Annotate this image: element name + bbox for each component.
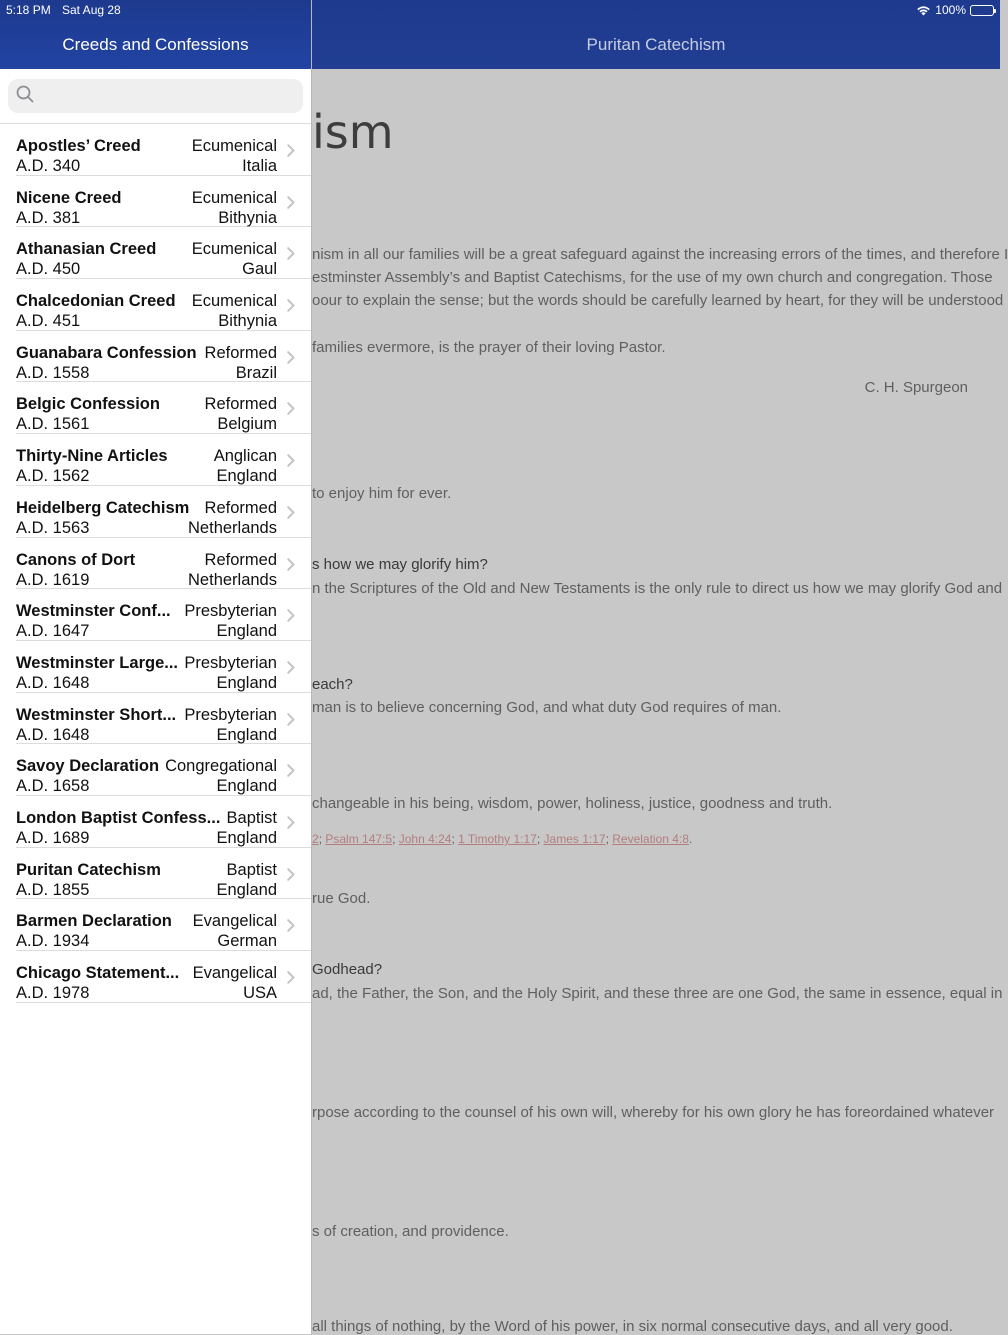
chevron-right-icon xyxy=(287,299,295,317)
item-title: Apostles’ Creed xyxy=(16,137,141,155)
item-title: Westminster Short... xyxy=(16,705,177,724)
item-year: A.D. 1978 xyxy=(16,984,90,1002)
list-item[interactable] xyxy=(16,796,311,848)
question-line: s how we may glorify him? xyxy=(312,556,488,573)
item-tradition: Ecumenical xyxy=(191,188,277,207)
item-title: Thirty-Nine Articles xyxy=(16,447,168,466)
chevron-right-icon xyxy=(287,454,295,472)
list-item[interactable] xyxy=(16,331,311,383)
item-tradition: Reformed xyxy=(204,395,277,414)
list-item[interactable] xyxy=(16,589,311,641)
scripture-link[interactable]: Revelation 4:8 xyxy=(612,832,689,846)
status-bar xyxy=(0,0,1000,20)
battery-icon xyxy=(970,5,994,16)
question-line: each? xyxy=(312,676,353,693)
list-item[interactable] xyxy=(16,227,311,279)
item-region: Italia xyxy=(242,157,277,175)
list-item[interactable] xyxy=(16,641,311,693)
intro-line: families evermore, is the prayer of their loving Pastor. xyxy=(312,339,666,356)
item-year: A.D. 1855 xyxy=(16,880,90,899)
intro-line: estminster Assembly’s and Baptist Catechisms, for the use of my own church and congregation. Those xyxy=(312,269,993,286)
chevron-right-icon xyxy=(287,919,295,937)
question-line: Godhead? xyxy=(312,961,383,978)
scripture-references: 2; Psalm 147:5; John 4:24; 1 Timothy 1:17; James 1:17; Revelation 4:8. xyxy=(312,832,693,846)
sidebar xyxy=(0,0,312,1334)
chevron-right-icon xyxy=(287,816,295,834)
status-date: Sat Aug 28 xyxy=(62,3,121,17)
item-year: A.D. 1648 xyxy=(16,725,90,744)
wifi-icon xyxy=(916,5,931,16)
signature: C. H. Spurgeon xyxy=(864,379,968,396)
intro-line: nism in all our families will be a great safeguard against the increasing errors of the times, and therefore I xyxy=(312,246,1008,263)
list-item[interactable] xyxy=(16,176,311,228)
answer-line: ad, the Father, the Son, and the Holy Spirit, and these three are one God, the same in essence, equal in xyxy=(312,985,1003,1002)
chevron-right-icon xyxy=(287,402,295,420)
item-title: Chicago Statement... xyxy=(16,964,180,982)
item-region: England xyxy=(216,622,277,641)
item-tradition: Ecumenical xyxy=(191,137,277,155)
item-title: Puritan Catechism xyxy=(16,860,161,879)
list-item[interactable] xyxy=(16,951,311,1003)
item-region: England xyxy=(216,880,277,899)
list-item[interactable] xyxy=(16,848,311,900)
item-tradition: Ecumenical xyxy=(191,240,277,259)
item-title: Barmen Declaration xyxy=(16,912,172,931)
item-tradition: Congregational xyxy=(165,757,277,776)
chevron-right-icon xyxy=(287,661,295,679)
answer-line: s of creation, and providence. xyxy=(312,1223,509,1240)
list-item[interactable] xyxy=(16,486,311,538)
item-tradition: Ecumenical xyxy=(191,292,277,311)
item-region: Gaul xyxy=(242,260,277,279)
item-region: England xyxy=(216,828,277,847)
item-region: German xyxy=(217,932,277,951)
item-tradition: Presbyterian xyxy=(184,705,277,724)
chevron-right-icon xyxy=(287,609,295,627)
answer-line: to enjoy him for ever. xyxy=(312,485,452,502)
item-year: A.D. 1648 xyxy=(16,673,90,692)
item-region: Netherlands xyxy=(188,570,277,589)
item-tradition: Evangelical xyxy=(192,912,277,931)
item-region: Bithynia xyxy=(218,312,277,331)
scripture-link[interactable]: Psalm 147:5 xyxy=(325,832,393,846)
search-input[interactable] xyxy=(40,87,303,105)
main-nav-title: Puritan Catechism xyxy=(586,35,726,54)
item-year: A.D. 1563 xyxy=(16,518,90,537)
item-region: Bithynia xyxy=(218,208,277,227)
item-region: USA xyxy=(243,984,277,1002)
item-region: Belgium xyxy=(217,415,277,434)
item-region: Netherlands xyxy=(188,518,277,537)
status-time: 5:18 PM xyxy=(6,3,51,17)
item-region: England xyxy=(216,777,277,796)
item-year: A.D. 1658 xyxy=(16,777,90,796)
item-tradition: Presbyterian xyxy=(184,602,277,621)
list-item[interactable] xyxy=(16,434,311,486)
list-item[interactable] xyxy=(16,124,311,176)
scripture-link[interactable]: 1 Timothy 1:17 xyxy=(458,832,537,846)
item-title: Westminster Large... xyxy=(16,653,178,672)
list-item[interactable] xyxy=(16,744,311,796)
item-title: Nicene Creed xyxy=(16,188,122,207)
document-heading: ism xyxy=(312,105,394,159)
chevron-right-icon xyxy=(287,144,295,162)
list-item[interactable] xyxy=(16,693,311,745)
chevron-right-icon xyxy=(287,558,295,576)
item-tradition: Reformed xyxy=(204,343,277,362)
item-title: Chalcedonian Creed xyxy=(16,292,176,311)
status-right xyxy=(916,3,994,17)
item-year: A.D. 1558 xyxy=(16,363,90,382)
item-title: Athanasian Creed xyxy=(16,240,157,259)
item-year: A.D. 381 xyxy=(16,208,81,227)
chevron-right-icon xyxy=(287,971,295,989)
item-year: A.D. 340 xyxy=(16,157,81,175)
document-content[interactable] xyxy=(312,69,1008,1335)
answer-line: rue God. xyxy=(312,890,371,907)
sidebar-title: Creeds and Confessions xyxy=(62,35,249,54)
item-title: London Baptist Confess... xyxy=(16,808,221,827)
chevron-right-icon xyxy=(287,506,295,524)
scripture-link[interactable]: John 4:24 xyxy=(398,832,452,846)
item-tradition: Presbyterian xyxy=(184,653,277,672)
search-box[interactable] xyxy=(8,79,303,113)
answer-line: all things of nothing, by the Word of his power, in six normal consecutive days, and all very good. xyxy=(312,1318,953,1335)
answer-line: changeable in his being, wisdom, power, holiness, justice, goodness and truth. xyxy=(312,795,833,812)
item-title: Canons of Dort xyxy=(16,550,136,569)
item-title: Heidelberg Catechism xyxy=(16,498,190,517)
creed-list xyxy=(0,123,311,1003)
item-year: A.D. 1689 xyxy=(16,828,90,847)
item-year: A.D. 1619 xyxy=(16,570,90,589)
item-tradition: Reformed xyxy=(204,550,277,569)
search-bar xyxy=(0,69,311,123)
item-tradition: Evangelical xyxy=(192,964,277,982)
chevron-right-icon xyxy=(287,196,295,214)
item-title: Belgic Confession xyxy=(16,395,160,414)
item-year: A.D. 1647 xyxy=(16,622,90,641)
scripture-link[interactable]: 2 xyxy=(312,832,319,846)
chevron-right-icon xyxy=(287,868,295,886)
list-item[interactable] xyxy=(16,382,311,434)
item-year: A.D. 1561 xyxy=(16,415,90,434)
chevron-right-icon xyxy=(287,713,295,731)
answer-line: rpose according to the counsel of his own will, whereby for his own glory he has foreordained whatever xyxy=(312,1104,995,1121)
item-tradition: Anglican xyxy=(213,447,277,466)
chevron-right-icon xyxy=(287,764,295,782)
item-tradition: Baptist xyxy=(226,860,277,879)
intro-line: oour to explain the sense; but the words should be carefully learned by heart, for they will be understood xyxy=(312,292,1004,309)
chevron-right-icon xyxy=(287,247,295,265)
scripture-link[interactable]: James 1:17 xyxy=(543,832,606,846)
chevron-right-icon xyxy=(287,351,295,369)
item-region: England xyxy=(216,673,277,692)
item-title: Westminster Conf... xyxy=(16,602,171,621)
search-icon xyxy=(16,85,34,108)
list-item[interactable] xyxy=(16,279,311,331)
item-year: A.D. 1934 xyxy=(16,932,90,951)
answer-line: man is to believe concerning God, and what duty God requires of man. xyxy=(312,699,782,716)
item-year: A.D. 1562 xyxy=(16,467,90,486)
item-year: A.D. 451 xyxy=(16,312,81,331)
item-year: A.D. 450 xyxy=(16,260,81,279)
item-region: Brazil xyxy=(235,363,277,382)
answer-line: n the Scriptures of the Old and New Testaments is the only rule to direct us how we may glorify God and xyxy=(312,580,1003,597)
list-item[interactable] xyxy=(16,538,311,590)
item-title: Guanabara Confession xyxy=(16,343,197,362)
battery-percent: 100% xyxy=(935,3,966,17)
item-tradition: Baptist xyxy=(226,808,277,827)
item-region: England xyxy=(216,467,277,486)
list-item[interactable] xyxy=(16,899,311,951)
item-tradition: Reformed xyxy=(204,498,277,517)
item-region: England xyxy=(216,725,277,744)
item-title: Savoy Declaration xyxy=(16,757,160,776)
